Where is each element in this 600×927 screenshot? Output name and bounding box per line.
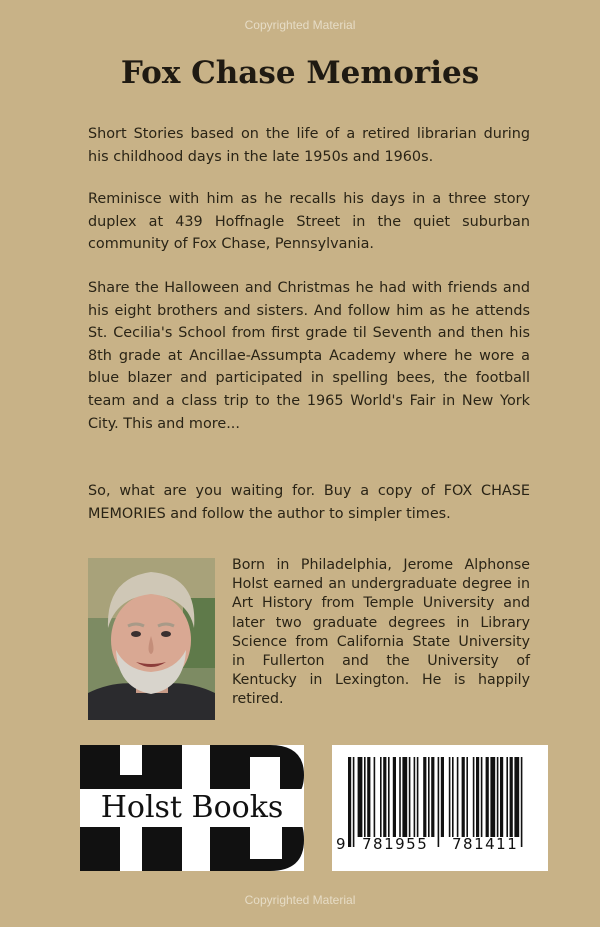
barcode-bar xyxy=(393,757,396,837)
barcode-bar xyxy=(409,757,411,837)
publisher-name: Holst Books xyxy=(80,789,304,827)
barcode-bar xyxy=(473,757,475,837)
barcode-bar xyxy=(497,757,499,837)
barcode-bar xyxy=(367,757,370,837)
barcode-bar xyxy=(500,757,503,837)
barcode-bar xyxy=(380,757,382,837)
barcode-bar xyxy=(348,757,351,847)
barcode-bar xyxy=(353,757,355,847)
barcode-bar xyxy=(476,757,479,837)
barcode-bar xyxy=(374,757,376,837)
blurb-paragraph-4: So, what are you waiting for. Buy a copy of FOX CHASE MEMORIES and follow the author to simpler times. xyxy=(88,483,530,522)
barcode-bar xyxy=(466,757,468,837)
author-portrait-image xyxy=(88,558,215,720)
blurb-paragraph-3: Share the Halloween and Christmas he had with friends and his eight brothers and sisters. And follow him as he attends St. Cecilia's School from first grade til Seventh and then his 8th grade at Ancillae-Assumpta Academy where he wore a blue blazer and participated in spelling bees, the football team and a class trip to the 1965 World's Fair in New York City. This and more... xyxy=(88,280,530,432)
author-bio: Born in Philadelphia, Jerome Alphonse Holst earned an undergraduate degree in Art History from Temple University and later two graduate degrees in Library Science from California State University in Fullerton and the University of Kentucky in Lexington. He is happily retired. xyxy=(232,557,530,708)
barcode-bar xyxy=(481,757,483,837)
barcode-lead-digit: 9 xyxy=(336,835,346,853)
barcode-bar xyxy=(364,757,366,837)
barcode-bar xyxy=(414,757,416,837)
blurb-paragraph-1: Short Stories based on the life of a retired librarian during his childhood days in the late 1950s and 1960s. xyxy=(88,126,530,165)
barcode-bar xyxy=(462,757,465,837)
publisher-logo xyxy=(80,745,304,871)
barcode-bar xyxy=(358,757,363,837)
barcode-bar xyxy=(428,757,430,837)
barcode-group-1: 781955 xyxy=(362,835,429,853)
barcode-group-2: 781411 xyxy=(452,835,519,853)
barcode-bar xyxy=(388,757,390,837)
author-photo xyxy=(88,558,215,720)
barcode-bar xyxy=(417,757,419,837)
barcode-bar xyxy=(441,757,444,837)
barcode-bar xyxy=(514,757,519,837)
barcode-bar xyxy=(452,757,454,837)
copyright-watermark-bottom: Copyrighted Material xyxy=(244,893,356,907)
barcode-bar xyxy=(383,757,386,837)
barcode-bar xyxy=(402,757,407,837)
barcode-bar xyxy=(423,757,426,837)
barcode-bar xyxy=(521,757,523,847)
barcode-bar xyxy=(510,757,513,837)
barcode-bar xyxy=(431,757,434,837)
barcode-bar xyxy=(399,757,401,837)
barcode-bar xyxy=(449,757,451,837)
barcode-bar xyxy=(438,757,440,847)
copyright-watermark-top: Copyrighted Material xyxy=(244,18,356,32)
barcode-bar xyxy=(486,757,489,837)
barcode-bar xyxy=(506,757,508,837)
barcode-bar xyxy=(490,757,495,837)
book-title: Fox Chase Memories xyxy=(120,55,480,91)
blurb-paragraph-2: Reminisce with him as he recalls his days in a three story duplex at 439 Hoffnagle Street in the quiet suburban community of Fox Chase, Pennsylvania. xyxy=(88,191,530,253)
barcode-bar xyxy=(457,757,459,837)
